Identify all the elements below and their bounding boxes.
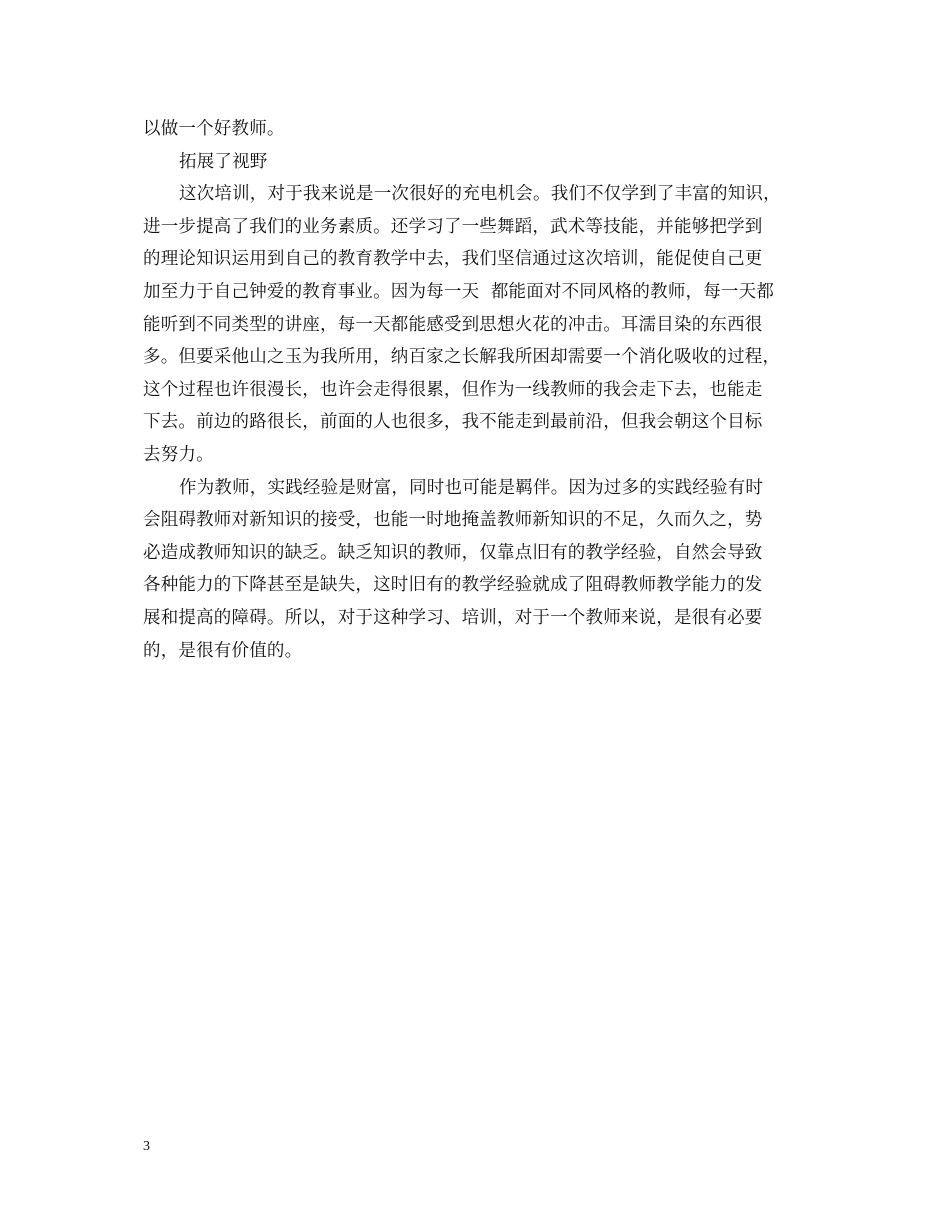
text-line: 多。但要采他山之玉为我所用，纳百家之长解我所困却需要一个消化吸收的过程， [143, 347, 781, 368]
text-line: 去努力。 [143, 444, 214, 465]
text-line: 展和提高的障碍。所以，对于这种学习、培训，对于一个教师来说，是很有必要 [143, 607, 763, 628]
body-text [143, 113, 813, 667]
text-line: 这次培训，对于我来说是一次很好的充电机会。我们不仅学到了丰富的知识， [179, 184, 781, 205]
page-number: 3 [143, 1139, 150, 1154]
text-line: 加至力于自己钟爱的教育事业。因为每一天 都能面对不同风格的教师，每一天都 [143, 281, 775, 302]
section-heading: 拓展了视野 [179, 151, 268, 172]
text-line: 会阻碍教师对新知识的接受，也能一时地掩盖教师新知识的不足，久而久之，势 [143, 510, 763, 531]
text-line: 下去。前边的路很长，前面的人也很多，我不能走到最前沿，但我会朝这个目标 [143, 412, 763, 433]
text-line: 进一步提高了我们的业务素质。还学习了一些舞蹈，武术等技能，并能够把学到 [143, 216, 763, 237]
text-line: 必造成教师知识的缺乏。缺乏知识的教师，仅靠点旧有的教学经验，自然会导致 [143, 542, 763, 563]
text-line: 各种能力的下降甚至是缺失，这时旧有的教学经验就成了阻碍教师教学能力的发 [143, 575, 763, 596]
text-line: 的，是很有价值的。 [143, 640, 303, 661]
text-line: 的理论知识运用到自己的教育教学中去，我们坚信通过这次培训，能促使自己更 [143, 249, 763, 270]
text-line: 作为教师，实践经验是财富，同时也可能是羁伴。因为过多的实践经验有时 [179, 477, 764, 498]
text-line: 能听到不同类型的讲座，每一天都能感受到思想火花的冲击。耳濡目染的东西很 [143, 314, 763, 335]
text-line: 以做一个好教师。 [143, 119, 285, 139]
text-line: 这个过程也许很漫长，也许会走得很累，但作为一线教师的我会走下去，也能走 [143, 379, 763, 400]
